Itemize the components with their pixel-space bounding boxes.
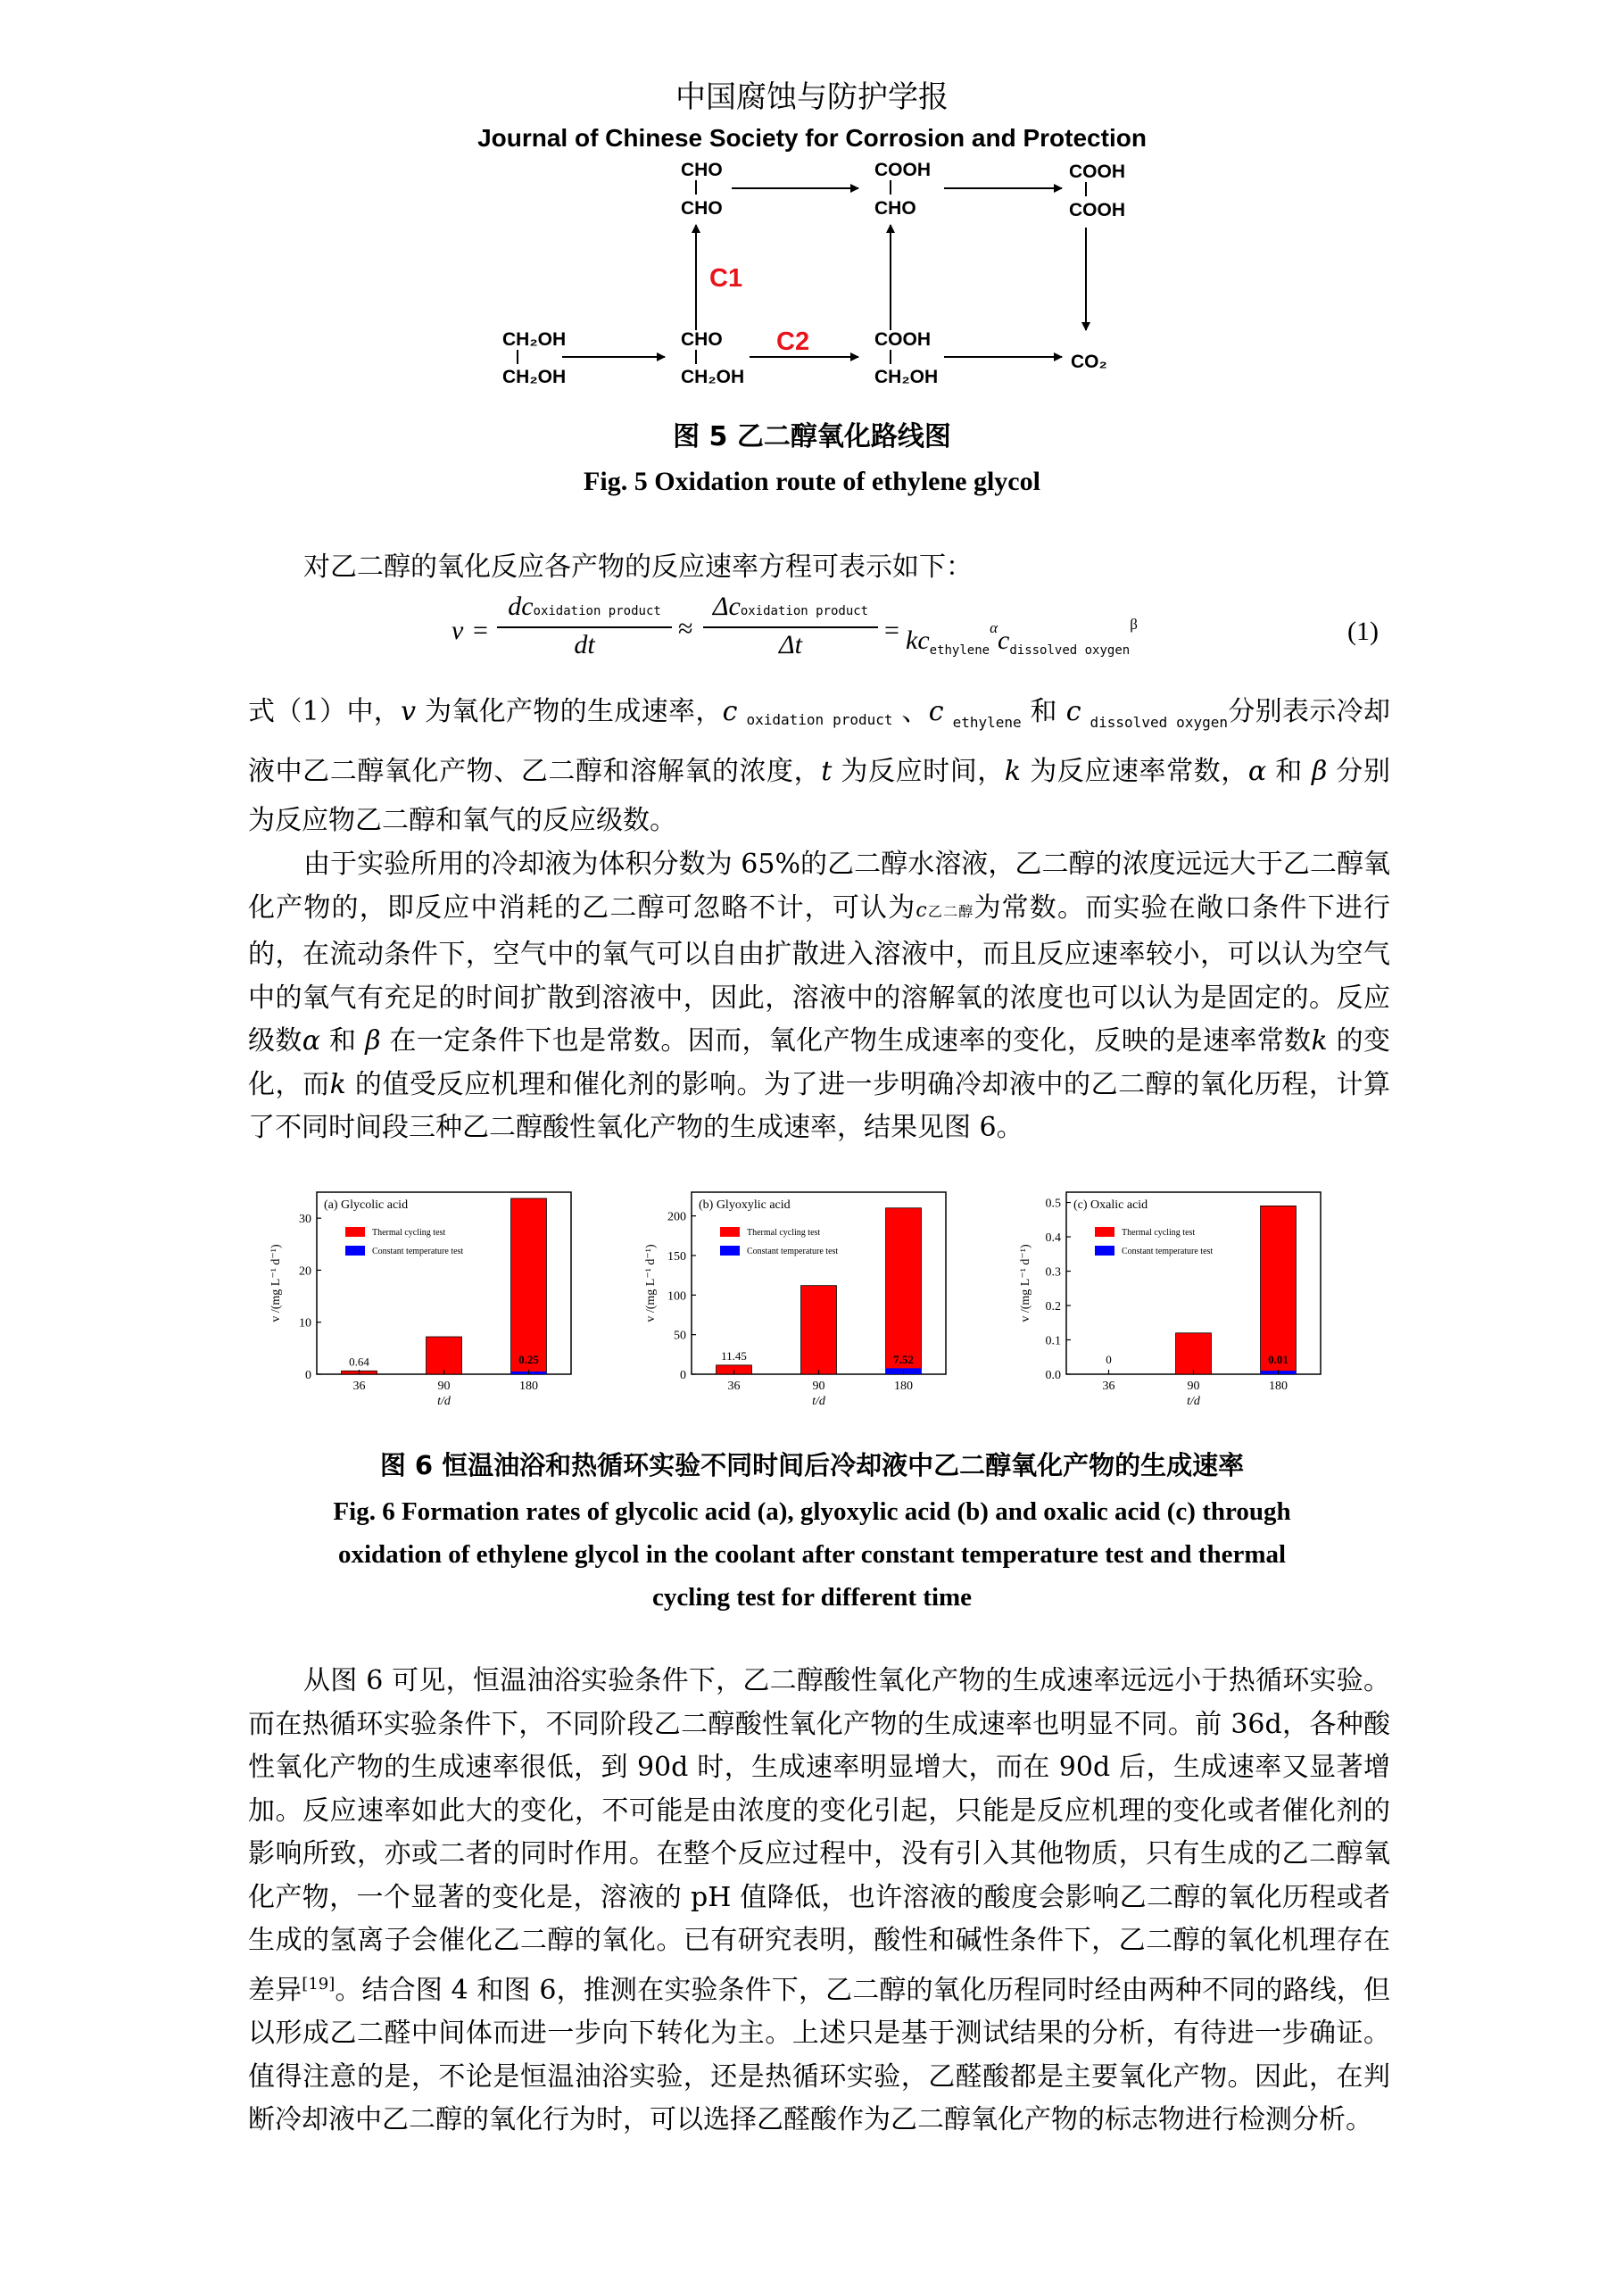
eq-approx: ≈ <box>678 614 693 643</box>
y-tick-label: 100 <box>667 1289 686 1304</box>
y-tick-label: 150 <box>667 1249 686 1264</box>
node-text: CH₂OH <box>502 367 567 387</box>
eq-sub: dissolved oxygen <box>1009 643 1131 658</box>
data-label: 0.64 <box>349 1355 369 1369</box>
node-text: COOH <box>874 160 931 180</box>
data-label: 11.45 <box>721 1348 747 1363</box>
node-text: COOH <box>1069 200 1125 220</box>
journal-title-cn: 中国腐蚀与防护学报 <box>675 79 949 115</box>
node-co2: CO₂ <box>1071 352 1107 372</box>
y-tick-label: 30 <box>299 1213 311 1227</box>
eq-rhs <box>906 616 1138 658</box>
x-axis-label: t/d <box>437 1395 451 1408</box>
x-tick-label: 90 <box>812 1380 825 1393</box>
eq-sub: ethylene <box>929 643 990 658</box>
node-ethylene-glycol <box>502 329 566 387</box>
data-label: 0.01 <box>1268 1353 1288 1366</box>
legend-label: Thermal cycling test <box>1122 1228 1196 1238</box>
eq-v: v <box>452 616 464 645</box>
data-label: 0.25 <box>518 1353 539 1366</box>
panel-title: (c) Oxalic acid <box>1073 1198 1148 1212</box>
y-axis-label: v /(mg L⁻¹ d⁻¹) <box>269 1244 283 1322</box>
y-tick-label: 0.0 <box>1045 1369 1061 1382</box>
y-tick-label: 0 <box>305 1369 311 1382</box>
legend-swatch <box>720 1227 740 1237</box>
node-glycolic-acid <box>874 329 938 387</box>
y-tick-label: 0.3 <box>1045 1265 1061 1280</box>
equation-explanation: 式（1）中，v 为氧化产物的生成速率，c oxidation product 、c $_{ethylene}$ 和 c $_{dissolved oxygen}$分别表示冷却液中乙二醇氧化产物、乙二醇和溶解氧的浓度，t 为反应时间，k 为反应速率常数，α 和 β 分别为反应物乙二醇和氧气的反应级数。 <box>248 696 1391 836</box>
route-label-c1: C1 <box>709 264 743 293</box>
node-text: COOH <box>874 329 931 350</box>
oxidation-route-scheme <box>482 152 1160 393</box>
data-label: 7.52 <box>893 1353 914 1366</box>
bar-thermal-cycling <box>511 1198 547 1374</box>
node-text: COOH <box>1069 162 1125 182</box>
chart-glycolic-acid <box>254 1178 611 1410</box>
node-oxalic-acid <box>1069 162 1125 220</box>
eq-fraction-1 <box>495 592 674 662</box>
chart-glyoxylic-acid <box>629 1178 986 1410</box>
legend-label: Thermal cycling test <box>747 1228 821 1238</box>
eq-c: c <box>998 626 1010 655</box>
eq-equals: = <box>473 616 488 645</box>
route-label-c2: C2 <box>776 327 810 356</box>
legend-label: Constant temperature test <box>1122 1247 1214 1256</box>
y-axis-label: v /(mg L⁻¹ d⁻¹) <box>644 1244 658 1322</box>
eq-number: (1) <box>1347 617 1379 646</box>
eq-delta-t: Δt <box>779 630 802 659</box>
y-tick-label: 0.1 <box>1045 1334 1061 1348</box>
x-tick-label: 36 <box>352 1380 366 1393</box>
eq-beta: β <box>1130 616 1138 633</box>
x-tick-label: 36 <box>727 1380 741 1393</box>
bar-thermal-cycling <box>801 1286 837 1374</box>
x-tick-label: 180 <box>519 1380 538 1393</box>
bar-thermal-cycling <box>886 1208 922 1374</box>
x-tick-label: 90 <box>1187 1380 1200 1393</box>
paragraph-2: 由于实验所用的冷却液为体积分数为 65%的乙二醇水溶液，乙二醇的浓度远远大于乙二醇氧化产物的，即反应中消耗的乙二醇可忽略不计，可认为c乙二醇为常数。而实验在敞口条件下进行的，在流动条件下，空气中的氧气可以自由扩散进入溶液中，而且反应速率较小，可以认为空气中的氧气有充足的时间扩散到溶液中，因此，溶液中的溶解氧的浓度也可以认为是固定的。反应级数α 和 β 在一定条件下也是常数。因而，氧化产物生成速率的变化，反映的是速率常数k 的变化，而k 的值受反应机理和催化剂的影响。为了进一步明确冷却液中的乙二醇的氧化历程，计算了不同时间段三种乙二醇酸性氧化产物的生成速率，结果见图 6。 <box>248 849 1390 1143</box>
node-glyoxylic-acid <box>874 160 931 219</box>
x-tick-label: 180 <box>894 1380 913 1393</box>
x-axis-label: t/d <box>812 1395 825 1408</box>
legend-swatch <box>720 1246 740 1256</box>
legend-swatch <box>1095 1246 1114 1256</box>
eq-dc: dc <box>508 592 534 621</box>
legend-swatch <box>1095 1227 1114 1237</box>
node-glyoxal <box>681 160 723 219</box>
rate-equation <box>0 584 1624 674</box>
y-tick-label: 20 <box>299 1264 311 1279</box>
legend-label: Thermal cycling test <box>372 1228 446 1238</box>
y-axis-label: v /(mg L⁻¹ d⁻¹) <box>1019 1244 1032 1322</box>
legend-swatch <box>345 1246 365 1256</box>
y-tick-label: 200 <box>667 1210 686 1224</box>
node-text: CH₂OH <box>681 367 745 387</box>
legend-label: Constant temperature test <box>372 1247 464 1256</box>
node-text: CHO <box>681 160 723 180</box>
chart-oxalic-acid <box>1004 1178 1361 1410</box>
fig6-caption-en-1: Fig. 6 Formation rates of glycolic acid (a), glyoxylic acid (b) and oxalic acid (c) through <box>333 1497 1291 1526</box>
fig5-caption-en: Fig. 5 Oxidation route of ethylene glycol <box>584 467 1040 496</box>
node-text: CH₂OH <box>874 367 939 387</box>
node-glycolaldehyde <box>681 329 744 387</box>
eq-kc: kc <box>906 626 930 655</box>
eq-equals-2: = <box>884 616 899 645</box>
eq-fraction-2 <box>701 592 880 662</box>
equation-intro: 对乙二醇的氧化反应各产物的反应速率方程可表示如下： <box>303 551 973 583</box>
y-tick-label: 0.4 <box>1045 1231 1061 1246</box>
y-tick-label: 10 <box>299 1316 311 1330</box>
y-tick-label: 0.5 <box>1045 1197 1061 1211</box>
x-tick-label: 90 <box>437 1380 451 1393</box>
y-tick-label: 0 <box>680 1369 686 1382</box>
bar-thermal-cycling <box>1176 1333 1212 1374</box>
journal-title-en: Journal of Chinese Society for Corrosion and Protection <box>477 124 1147 152</box>
bar-thermal-cycling <box>427 1337 462 1374</box>
eq-sub: oxidation product <box>533 604 661 618</box>
x-tick-label: 180 <box>1269 1380 1288 1393</box>
fig6-caption-en-3: cycling test for different time <box>651 1583 973 1612</box>
x-tick-label: 36 <box>1102 1380 1115 1393</box>
node-text: CH₂OH <box>502 329 567 350</box>
eq-delta-c: Δc <box>712 592 741 621</box>
paragraph-3: 从图 6 可见，恒温油浴实验条件下，乙二醇酸性氧化产物的生成速率远远小于热循环实验。而在热循环实验条件下，不同阶段乙二醇酸性氧化产物的生成速率也明显不同。前 36d，各种酸性氧化产物的生成速率很低，到 90d 时，生成速率明显增大，而在 90d 后，生成速率又显著增加。反应速率如此大的变化，不可能是由浓度的变化引起，只能是反应机理的变化或者催化剂的影响所致，亦或二者的同时作用。在整个反应过程中，没有引入其他物质，只有生成的乙二醇氧化产物，一个显著的变化是，溶液的 pH 值降低，也许溶液的酸度会影响乙二醇的氧化历程或者生成的氢离子会催化乙二醇的氧化。已有研究表明，酸性和碱性条件下，乙二醇的氧化机理存在差异[19]。结合图 4 和图 6，推测在实验条件下，乙二醇的氧化历程同时经由两种不同的路线，但以形成乙二醛中间体而进一步向下转化为主。上述只是基于测试结果的分析，有待进一步确证。值得注意的是，不论是恒温油浴实验，还是热循环实验，乙醛酸都是主要氧化产物。因此，在判断冷却液中乙二醇的氧化行为时，可以选择乙醛酸作为乙二醇氧化产物的标志物进行检测分析。 <box>248 1665 1391 2135</box>
panel-title: (b) Glyoxylic acid <box>699 1198 791 1212</box>
bar-thermal-cycling <box>1261 1206 1297 1374</box>
node-text: CHO <box>874 198 916 219</box>
panel-title: (a) Glycolic acid <box>324 1198 409 1212</box>
fig5-caption-cn: 图 5 乙二醇氧化路线图 <box>673 421 951 452</box>
eq-dt: dt <box>574 630 595 659</box>
x-axis-label: t/d <box>1187 1395 1200 1408</box>
eq-alpha: α <box>990 619 998 636</box>
y-tick-label: 0.2 <box>1045 1300 1061 1314</box>
fig6-caption-cn: 图 6 恒温油浴和热循环实验不同时间后冷却液中乙二醇氧化产物的生成速率 <box>379 1450 1245 1480</box>
legend-label: Constant temperature test <box>747 1247 839 1256</box>
node-text: CHO <box>681 329 723 350</box>
eq-sub: oxidation product <box>740 604 869 618</box>
fig6-caption-en-2: oxidation of ethylene glycol in the coolant after constant temperature test and thermal <box>337 1540 1287 1569</box>
data-label: 0 <box>1106 1353 1112 1366</box>
y-tick-label: 50 <box>674 1329 686 1343</box>
node-text: CHO <box>681 198 723 219</box>
legend-swatch <box>345 1227 365 1237</box>
